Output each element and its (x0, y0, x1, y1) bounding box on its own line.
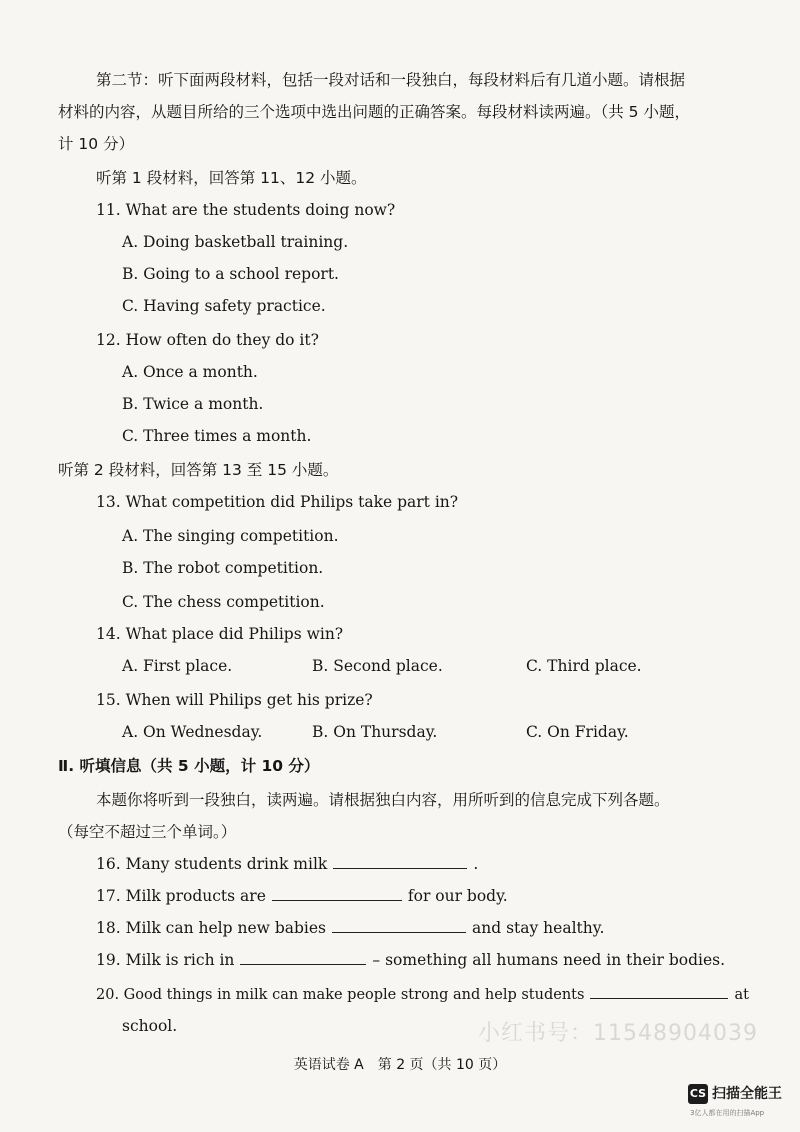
q11-option-b: B. Going to a school report. (122, 265, 339, 283)
q20-sentence (96, 984, 749, 1005)
section2-instructions-line3: 计 10 分） (58, 135, 135, 153)
q15-question: 15. When will Philips get his prize? (96, 691, 373, 709)
part2-instructions-line2: （每空不超过三个单词。） (58, 823, 237, 841)
q13-question: 13. What competition did Philips take part in? (96, 493, 459, 511)
q11-option-a: A. Doing basketball training. (122, 233, 349, 251)
part2-instructions-line1: 本题你将听到一段独白，读两遍。请根据独白内容，用所听到的信息完成下列各题。 (96, 791, 670, 809)
q14-option-c: C. Third place. (526, 657, 642, 675)
q20-continuation: school. (122, 1017, 178, 1035)
q20-answer-blank[interactable] (590, 984, 728, 999)
q16-text-before: 16. Many students drink milk (96, 855, 328, 873)
q15-option-a: A. On Wednesday. (122, 723, 263, 741)
q18-text-after: and stay healthy. (472, 919, 605, 937)
q15-option-c: C. On Friday. (526, 723, 629, 741)
q17-answer-blank[interactable] (272, 886, 402, 901)
q12-option-b: B. Twice a month. (122, 395, 264, 413)
q12-question: 12. How often do they do it? (96, 331, 319, 349)
q19-text-after: – something all humans need in their bodies. (372, 951, 726, 969)
q14-question: 14. What place did Philips win? (96, 625, 344, 643)
page-footer: 英语试卷 A 第 2 页（共 10 页） (293, 1057, 507, 1073)
q16-text-after: . (473, 855, 479, 873)
cs-logo-icon: CS (688, 1084, 708, 1104)
q13-option-b: B. The robot competition. (122, 559, 324, 577)
q12-option-a: A. Once a month. (122, 363, 258, 381)
q14-option-b: B. Second place. (312, 657, 443, 675)
material2-heading: 听第 2 段材料，回答第 13 至 15 小题。 (58, 461, 339, 479)
q18-text-before: 18. Milk can help new babies (96, 919, 326, 937)
section2-instructions-line1: 第二节：听下面两段材料，包括一段对话和一段独白，每段材料后有几道小题。请根据 (96, 71, 686, 89)
q13-option-a: A. The singing competition. (122, 527, 339, 545)
q17-sentence (96, 886, 508, 906)
q18-sentence (96, 918, 604, 938)
scanner-logo (688, 1082, 796, 1126)
q12-option-c: C. Three times a month. (122, 427, 312, 445)
q17-text-after: for our body. (407, 887, 508, 905)
material1-heading: 听第 1 段材料，回答第 11、12 小题。 (96, 169, 367, 187)
section2-instructions-line2: 材料的内容，从题目所给的三个选项中选出问题的正确答案。每段材料读两遍。（共 5 小题， (58, 103, 690, 121)
q14-option-a: A. First place. (122, 657, 233, 675)
q18-answer-blank[interactable] (332, 918, 466, 933)
q19-text-before: 19. Milk is rich in (96, 951, 235, 969)
q13-option-c: C. The chess competition. (122, 593, 325, 611)
q16-answer-blank[interactable] (333, 854, 467, 869)
q16-sentence (96, 854, 478, 874)
q19-sentence (96, 950, 725, 970)
scanner-app-name: 扫描全能王 (712, 1086, 782, 1102)
q17-text-before: 17. Milk products are (96, 887, 266, 905)
watermark-text: 小红书号：1154890​4039 (478, 1021, 758, 1046)
q11-question: 11. What are the students doing now? (96, 201, 396, 219)
part2-heading: Ⅱ. 听填信息（共 5 小题，计 10 分） (58, 757, 320, 775)
scanner-tagline: 3亿人都在用的扫描App (690, 1109, 765, 1117)
q15-option-b: B. On Thursday. (312, 723, 438, 741)
q20-text-before: 20. Good things in milk can make people strong and help students (96, 987, 585, 1003)
q11-option-c: C. Having safety practice. (122, 297, 326, 315)
q20-text-after: at (734, 987, 749, 1003)
q19-answer-blank[interactable] (240, 950, 366, 965)
